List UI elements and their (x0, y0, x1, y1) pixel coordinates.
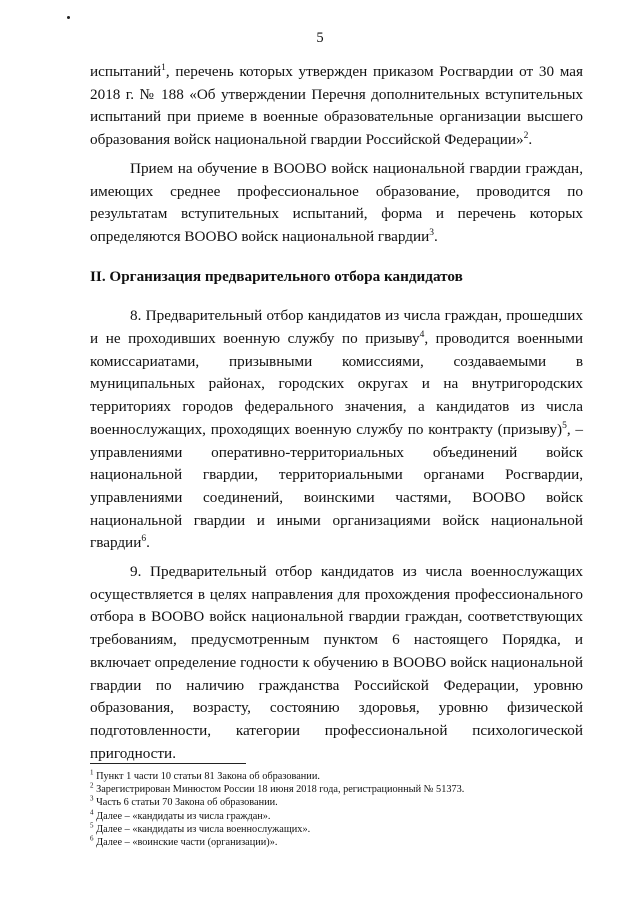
footnote-number: 3 (90, 794, 94, 803)
footnote-separator (90, 763, 246, 764)
footnote-number: 4 (90, 808, 94, 817)
footnote-text: Пункт 1 части 10 статьи 81 Закона об образовании. (96, 771, 320, 782)
footnote-6 (90, 836, 583, 849)
footnote-2 (90, 783, 583, 796)
footnote-ref-3: 3 (429, 227, 434, 238)
footnote-ref-1: 1 (161, 62, 166, 73)
paragraph-1 (90, 61, 583, 152)
page-number: 5 (316, 30, 324, 46)
paragraph-3-text-a: 8. Предварительный отбор кандидатов из числа граждан, прошедших и не проходивших военную службу по призыву (90, 307, 583, 348)
scan-dot (67, 16, 70, 19)
footnote-3 (90, 796, 583, 809)
footnote-text: Зарегистрирован Минюстом России 18 июня 2018 года, регистрационный № 51373. (96, 784, 465, 796)
section-heading: II. Организация предварительного отбора кандидатов (90, 267, 463, 285)
paragraph-2-text-a: Прием на обучение в ВООВО войск национальной гвардии граждан, имеющих среднее профессиональное образование, проводится по результатам вступительных испытаний, форма и перечень которых определяются ВООВО войск национальной гвардии (90, 159, 583, 245)
paragraph-3-text-b: , проводится военными комиссариатами, призывными комиссиями, создаваемыми в муниципальных районах, городских округах и на внутригородских территориях городов федерального значения, а кандидатов из числа военнослужащих, проходящих военную службу по контракту (призыву) (90, 330, 583, 438)
paragraph-1-text-c: . (528, 131, 533, 149)
footnote-number: 6 (90, 834, 94, 843)
footnote-1 (90, 770, 583, 783)
footnote-text: Далее – «кандидаты из числа граждан». (96, 810, 271, 822)
paragraph-1-text-a: испытаний (90, 63, 162, 80)
paragraph-1-text-b: , перечень которых утвержден приказом Росгвардии от 30 мая 2018 г. № 188 «Об утверждении Перечня дополнительных вступительных испытаний при приеме в военные образовательные организации высшего образования войск национальной гвардии Российской Федерации» (90, 63, 583, 149)
footnote-number: 5 (90, 821, 94, 830)
paragraph-3-text-d: . (146, 534, 150, 552)
paragraph-2 (90, 158, 583, 249)
footnotes (90, 770, 583, 849)
footnote-text: Далее – «воинские части (организации)». (96, 837, 278, 849)
paragraph-3 (90, 305, 583, 555)
footnote-ref-4: 4 (419, 329, 425, 340)
footnote-ref-2: 2 (523, 131, 529, 142)
footnote-number: 2 (90, 781, 94, 790)
footnote-4 (90, 810, 583, 823)
footnote-text: Далее – «кандидаты из числа военнослужащих». (96, 823, 311, 835)
footnote-ref-6: 6 (141, 534, 147, 545)
footnote-ref-5: 5 (562, 420, 567, 431)
paragraph-4: 9. Предварительный отбор кандидатов из числа военнослужащих осуществляется в целях направления для прохождения профессионального отбора в ВООВО войск национальной гвардии граждан, соответствующих требованиям, предусмотренным пунктом 6 настоящего Порядка, и включает определение годности к обучению в ВООВО войск национальной гвардии по наличию гражданства Российской Федерации, уровню образования, возрасту, состоянию здоровья, уровню физической подготовленности, категории профессиональной психологической пригодности. (90, 563, 583, 762)
footnote-5 (90, 823, 583, 836)
paragraph-3-text-c: , – управлениями оперативно-территориальных объединений войск национальной гвардии, территориальными органами Росгвардии, управлениями соединений, воинскими частями, ВООВО войск национальной гвардии и иными организациями войск национальной гвардии (90, 420, 584, 552)
body-text (90, 61, 583, 765)
paragraph-2-text-b: . (433, 227, 438, 245)
footnote-number: 1 (90, 768, 94, 777)
footnote-text: Часть 6 статьи 70 Закона об образовании. (96, 797, 278, 809)
